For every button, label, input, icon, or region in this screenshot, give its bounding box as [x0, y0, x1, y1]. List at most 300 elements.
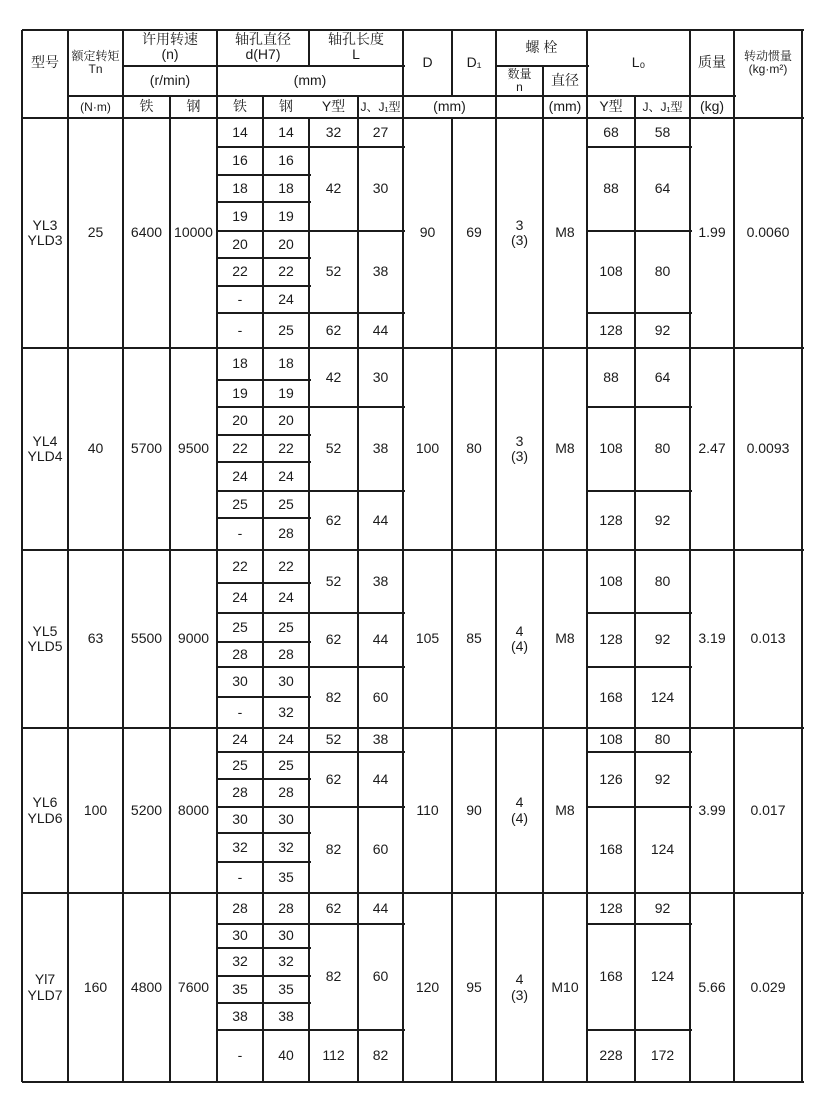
- group-yl5-bore-iron: 25: [232, 618, 248, 635]
- group-yl3-L0-j: 80: [654, 263, 671, 280]
- group-yl6-length-j: 44: [372, 770, 389, 787]
- bore-row-line: [217, 379, 311, 381]
- group-yl3-bore-iron: -: [237, 321, 243, 338]
- group-yl5-D1: 85: [466, 630, 482, 647]
- group-yl4-D1: 80: [466, 440, 482, 457]
- grid-line: [169, 728, 171, 893]
- group-yl4-bore-iron: 19: [232, 384, 248, 401]
- group-yl7-bore-steel: 35: [278, 980, 294, 997]
- group-yl6-D1: 90: [466, 801, 482, 818]
- grid-line: [587, 95, 692, 97]
- group-yl3-length-j: 44: [372, 321, 389, 338]
- group-yl4-length-j: 30: [372, 368, 389, 385]
- grid-line: [403, 95, 498, 97]
- bore-row-line: [217, 490, 311, 492]
- grid-line: [308, 893, 310, 1082]
- grid-line: [262, 550, 264, 728]
- group-yl6-bore-steel: 24: [278, 731, 294, 748]
- grid-line: [586, 550, 588, 728]
- header-bolt-dia: 直径: [551, 72, 579, 89]
- group-yl3-torque: 25: [87, 224, 104, 241]
- grid-line: [634, 348, 636, 550]
- group-yl6-bore-iron: -: [237, 868, 243, 885]
- group-bottom-border: [22, 1081, 804, 1083]
- grid-line: [586, 893, 588, 1082]
- grid-line: [217, 95, 405, 97]
- group-yl7-length-y: 112: [322, 1047, 345, 1064]
- header-length-y: Y型: [321, 98, 346, 115]
- group-yl7-inertia: 0.029: [750, 978, 786, 995]
- group-yl3-bore-iron: 14: [232, 123, 248, 140]
- grid-line: [217, 65, 405, 67]
- header-speed-unit: (r/min): [149, 72, 191, 89]
- group-yl7-L0-j: 172: [650, 1047, 675, 1064]
- grid-line: [634, 893, 636, 1082]
- group-yl3-length-j: 27: [372, 123, 389, 140]
- grid-line: [689, 893, 691, 1082]
- group-yl3-bore-steel: 22: [278, 263, 294, 280]
- grid-line: [308, 348, 310, 550]
- group-yl4-bore-iron: 24: [232, 467, 248, 484]
- bore-row-line: [217, 612, 311, 614]
- grid-line: [67, 118, 69, 348]
- grid-line: [308, 728, 310, 893]
- group-yl4-bore-steel: 18: [278, 355, 294, 372]
- grid-line: [733, 728, 735, 893]
- grid-line: [586, 348, 588, 550]
- group-yl7-bore-steel: 38: [278, 1007, 294, 1024]
- group-yl3-bore-steel: 25: [278, 321, 294, 338]
- grid-line: [68, 95, 125, 97]
- grid-line: [357, 96, 359, 118]
- group-yl3-L0-j: 58: [654, 123, 671, 140]
- grid-line: [634, 118, 636, 348]
- group-yl5-bore-iron: -: [237, 703, 243, 720]
- L0-segment-line: [587, 1029, 692, 1031]
- group-yl6-length-j: 60: [372, 841, 389, 858]
- grid-line: [634, 96, 636, 118]
- group-yl5-length-y: 52: [325, 572, 342, 589]
- group-yl3-length-y: 62: [325, 321, 342, 338]
- grid-line: [308, 118, 310, 348]
- group-yl6-speed-steel: 8000: [177, 801, 210, 818]
- grid-line: [122, 30, 124, 118]
- group-yl4-length-y: 62: [325, 511, 342, 528]
- grid-line: [122, 728, 124, 893]
- group-yl5-bore-iron: 28: [232, 645, 248, 662]
- grid-line: [451, 30, 453, 96]
- header-inertia: 转动惯量 (kg·m²): [743, 49, 792, 76]
- group-yl4-bore-steel: 28: [278, 525, 294, 542]
- bore-row-line: [217, 666, 311, 668]
- bore-row-line: [217, 806, 311, 808]
- header-D1: D₁: [466, 54, 482, 71]
- bore-row-line: [217, 285, 311, 287]
- group-yl6-length-y: 62: [325, 770, 342, 787]
- group-yl6-bore-iron: 24: [232, 731, 248, 748]
- grid-line: [308, 550, 310, 728]
- group-yl7-bore-iron: 30: [232, 927, 248, 944]
- group-yl6-length-y: 52: [325, 731, 342, 748]
- group-yl3-bore-iron: 19: [232, 207, 248, 224]
- bore-row-line: [217, 975, 311, 977]
- grid-line: [262, 96, 264, 118]
- grid-line: [122, 348, 124, 550]
- header-model: 型号: [31, 54, 59, 71]
- group-yl7-speed-iron: 4800: [130, 978, 163, 995]
- L0-segment-line: [587, 666, 692, 668]
- group-yl7-L0-j: 92: [654, 899, 671, 916]
- group-yl4-L0-j: 92: [654, 511, 671, 528]
- grid-line: [169, 550, 171, 728]
- group-yl3-bore-steel: 18: [278, 179, 294, 196]
- header-mm-group: (mm): [293, 72, 327, 89]
- group-yl5-length-j: 44: [372, 631, 389, 648]
- L0-segment-line: [587, 806, 692, 808]
- bore-row-line: [217, 517, 311, 519]
- group-yl4-L0-y: 128: [599, 511, 623, 528]
- grid-line: [402, 118, 404, 348]
- group-yl5-mass: 3.19: [698, 630, 726, 647]
- group-yl4-L0-y: 108: [599, 440, 623, 457]
- group-yl5-bolt-dia: M8: [555, 630, 575, 647]
- bore-row-line: [217, 947, 311, 949]
- group-yl3-bore-iron: 22: [232, 263, 248, 280]
- L0-segment-line: [587, 923, 692, 925]
- group-yl3-length-j: 38: [372, 263, 389, 280]
- grid-line: [402, 893, 404, 1082]
- grid-line: [690, 95, 736, 97]
- bore-row-line: [217, 923, 311, 925]
- group-yl3-bolt-count: 3 (3): [510, 216, 529, 248]
- header-speed: 许用转速 (n): [142, 31, 198, 63]
- header-speed-iron: 铁: [139, 98, 154, 115]
- group-yl4-length-y: 42: [325, 368, 342, 385]
- group-yl7-torque: 160: [83, 978, 108, 995]
- group-yl3-speed-steel: 10000: [174, 224, 213, 241]
- grid-line: [733, 118, 735, 348]
- header-bolt-count-unit: [496, 96, 543, 118]
- bore-row-line: [217, 312, 311, 314]
- bore-row-line: [217, 778, 311, 780]
- group-yl4-L0-j: 64: [654, 368, 671, 385]
- group-yl3-bore-iron: 16: [232, 152, 248, 169]
- grid-line: [262, 893, 264, 1082]
- group-yl3-bolt-dia: M8: [555, 224, 575, 241]
- bore-row-line: [217, 1002, 311, 1004]
- group-yl7-length-y: 82: [325, 968, 342, 985]
- group-yl5-D: 105: [415, 630, 440, 647]
- group-yl7-length-y: 62: [325, 899, 342, 916]
- grid-line: [357, 893, 359, 1082]
- group-yl4-speed-iron: 5700: [130, 440, 163, 457]
- grid-line: [495, 30, 497, 118]
- grid-line: [402, 728, 404, 893]
- group-yl6-bore-iron: 28: [232, 784, 248, 801]
- table-top-border: [22, 29, 804, 31]
- group-yl5-bore-steel: 28: [278, 645, 294, 662]
- group-yl6-bore-steel: 32: [278, 838, 294, 855]
- group-yl3-inertia: 0.0060: [746, 224, 790, 241]
- group-yl7-bore-steel: 30: [278, 927, 294, 944]
- grid-line: [216, 30, 218, 118]
- group-yl4-model: YL4 YLD4: [27, 432, 63, 464]
- group-yl4-bore-iron: 20: [232, 412, 248, 429]
- group-yl3-length-y: 42: [325, 180, 342, 197]
- group-yl4-bore-iron: 25: [232, 495, 248, 512]
- group-yl7-speed-steel: 7600: [177, 978, 210, 995]
- bore-row-line: [217, 201, 311, 203]
- group-yl3-length-y: 52: [325, 263, 342, 280]
- group-yl7-bolt-count: 4 (3): [510, 971, 529, 1003]
- group-yl5-L0-j: 124: [650, 688, 675, 705]
- group-yl7-mass: 5.66: [698, 978, 726, 995]
- group-yl5-length-y: 82: [325, 688, 342, 705]
- group-yl3-model: YL3 YLD3: [27, 216, 63, 248]
- grid-line: [451, 893, 453, 1082]
- header-length-j: J、J₁型: [360, 99, 401, 114]
- grid-line: [495, 118, 497, 348]
- group-yl3-mass: 1.99: [698, 224, 726, 241]
- grid-line: [169, 893, 171, 1082]
- L0-segment-line: [587, 406, 692, 408]
- header-mass: 质量: [698, 54, 726, 71]
- header-D: D: [422, 54, 433, 71]
- group-yl7-D1: 95: [466, 978, 482, 995]
- group-yl6-speed-iron: 5200: [130, 801, 163, 818]
- group-yl5-bolt-count: 4 (4): [510, 622, 529, 654]
- table-left-border: [21, 30, 23, 1082]
- group-yl6-L0-y: 168: [599, 841, 623, 858]
- group-yl7-model: Yl7 YLD7: [27, 971, 63, 1003]
- grid-line: [216, 893, 218, 1082]
- grid-line: [169, 348, 171, 550]
- bore-row-line: [217, 230, 311, 232]
- group-yl3-L0-y: 108: [599, 263, 623, 280]
- grid-line: [67, 728, 69, 893]
- group-yl7-bolt-dia: M10: [551, 978, 579, 995]
- group-yl4-bore-iron: 18: [232, 355, 248, 372]
- group-yl3-length-j: 30: [372, 180, 389, 197]
- grid-line: [216, 118, 218, 348]
- group-yl6-bore-iron: 32: [232, 838, 248, 855]
- group-yl6-length-y: 82: [325, 841, 342, 858]
- group-yl6-length-j: 38: [372, 731, 389, 748]
- group-yl5-length-j: 60: [372, 688, 389, 705]
- group-yl5-length-j: 38: [372, 572, 389, 589]
- group-yl3-D1: 69: [466, 224, 482, 241]
- group-yl6-bore-iron: 25: [232, 756, 248, 773]
- group-yl4-bore-steel: 20: [278, 412, 294, 429]
- grid-line: [123, 65, 219, 67]
- group-yl5-torque: 63: [87, 630, 104, 647]
- grid-line: [216, 348, 218, 550]
- group-yl7-bore-steel: 32: [278, 953, 294, 970]
- group-yl4-speed-steel: 9500: [177, 440, 210, 457]
- group-yl7-bore-steel: 40: [278, 1047, 294, 1064]
- grid-line: [733, 348, 735, 550]
- header-bore: 轴孔直径 d(H7): [235, 31, 291, 63]
- header-length: 轴孔长度 L: [328, 31, 384, 63]
- grid-line: [586, 728, 588, 893]
- header-bolt-count: 数量 n: [507, 67, 532, 94]
- group-yl5-bore-steel: 24: [278, 589, 294, 606]
- grid-line: [733, 893, 735, 1082]
- grid-line: [357, 550, 359, 728]
- grid-line: [542, 893, 544, 1082]
- group-yl3-length-y: 32: [325, 123, 342, 140]
- table-right-border: [801, 30, 803, 1082]
- group-yl3-L0-j: 64: [654, 180, 671, 197]
- group-yl7-length-j: 82: [372, 1047, 389, 1064]
- group-yl7-bore-iron: 35: [232, 980, 248, 997]
- grid-line: [689, 118, 691, 348]
- group-yl7-D: 120: [415, 978, 440, 995]
- grid-line: [733, 550, 735, 728]
- grid-line: [169, 96, 171, 118]
- grid-line: [451, 348, 453, 550]
- header-D-unit: (mm): [433, 98, 466, 115]
- bore-row-line: [217, 641, 311, 643]
- grid-line: [542, 66, 544, 118]
- grid-line: [67, 30, 69, 118]
- group-yl4-bore-steel: 24: [278, 467, 294, 484]
- bore-row-line: [217, 861, 311, 863]
- group-yl5-L0-j: 92: [654, 631, 671, 648]
- grid-line: [123, 95, 219, 97]
- grid-line: [586, 30, 588, 118]
- grid-line: [122, 893, 124, 1082]
- bore-row-line: [217, 832, 311, 834]
- grid-line: [542, 348, 544, 550]
- grid-line: [402, 550, 404, 728]
- bore-row-line: [217, 434, 311, 436]
- group-yl6-bore-iron: 30: [232, 811, 248, 828]
- group-yl3-bore-steel: 20: [278, 235, 294, 252]
- group-yl6-torque: 100: [83, 801, 108, 818]
- bore-row-line: [217, 582, 311, 584]
- grid-line: [402, 348, 404, 550]
- group-yl4-L0-j: 80: [654, 440, 671, 457]
- header-L0-j: J、J₁型: [642, 99, 683, 114]
- group-yl4-mass: 2.47: [698, 440, 726, 457]
- group-yl5-L0-y: 108: [599, 572, 623, 589]
- group-yl5-speed-steel: 9000: [177, 630, 210, 647]
- group-yl5-bore-steel: 25: [278, 618, 294, 635]
- group-yl3-bore-iron: 20: [232, 235, 248, 252]
- group-yl3-L0-y: 68: [603, 123, 619, 140]
- group-yl5-bore-steel: 22: [278, 557, 294, 574]
- grid-line: [634, 550, 636, 728]
- L0-segment-line: [587, 490, 692, 492]
- grid-line: [402, 30, 404, 118]
- group-yl3-bore-steel: 16: [278, 152, 294, 169]
- group-yl7-L0-j: 124: [650, 968, 675, 985]
- group-yl4-bore-iron: 22: [232, 439, 248, 456]
- grid-line: [216, 550, 218, 728]
- group-yl4-bore-steel: 22: [278, 439, 294, 456]
- grid-line: [634, 728, 636, 893]
- grid-line: [689, 30, 691, 118]
- group-yl6-bolt-dia: M8: [555, 801, 575, 818]
- group-yl3-L0-y: 128: [599, 321, 623, 338]
- grid-line: [122, 550, 124, 728]
- group-yl3-bore-steel: 19: [278, 207, 294, 224]
- header-torque: 额定转矩 Tn: [71, 49, 120, 76]
- group-yl7-length-j: 60: [372, 968, 389, 985]
- group-yl4-L0-y: 88: [603, 368, 619, 385]
- header-bolt-unit: (mm): [548, 98, 582, 115]
- grid-line: [586, 118, 588, 348]
- group-yl6-mass: 3.99: [698, 801, 726, 818]
- group-yl4-bore-steel: 25: [278, 495, 294, 512]
- group-yl5-L0-y: 168: [599, 688, 623, 705]
- grid-line: [733, 30, 735, 118]
- grid-line: [262, 728, 264, 893]
- header-bore-iron: 铁: [233, 98, 247, 115]
- group-yl4-length-j: 44: [372, 511, 389, 528]
- group-yl5-L0-y: 128: [599, 631, 623, 648]
- group-yl6-model: YL6 YLD6: [27, 794, 63, 826]
- group-yl5-L0-j: 80: [654, 572, 671, 589]
- header-bolt: 螺 栓: [525, 39, 558, 56]
- group-yl3-L0-j: 92: [654, 321, 671, 338]
- bore-row-line: [217, 257, 311, 259]
- L0-segment-line: [587, 612, 692, 614]
- bore-row-line: [217, 461, 311, 463]
- grid-line: [495, 728, 497, 893]
- grid-line: [216, 728, 218, 893]
- L0-segment-line: [587, 146, 692, 148]
- group-yl6-bore-steel: 28: [278, 784, 294, 801]
- grid-line: [67, 893, 69, 1082]
- L0-segment-line: [587, 312, 692, 314]
- group-yl4-bolt-dia: M8: [555, 440, 575, 457]
- group-yl7-bore-iron: 32: [232, 953, 248, 970]
- header-mass-unit: (kg): [699, 98, 725, 115]
- group-yl6-L0-j: 124: [650, 841, 675, 858]
- bore-row-line: [217, 406, 311, 408]
- L0-segment-line: [587, 751, 692, 753]
- header-L0-y: Y型: [599, 98, 623, 115]
- group-yl6-bore-steel: 30: [278, 811, 294, 828]
- grid-line: [451, 118, 453, 348]
- group-yl3-bore-iron: 18: [232, 179, 248, 196]
- bore-row-line: [217, 696, 311, 698]
- group-yl4-bore-steel: 19: [278, 384, 294, 401]
- group-yl3-speed-iron: 6400: [130, 224, 163, 241]
- group-yl7-L0-y: 168: [599, 968, 623, 985]
- group-yl4-length-y: 52: [325, 440, 342, 457]
- grid-line: [542, 118, 544, 348]
- grid-line: [451, 728, 453, 893]
- grid-line: [169, 118, 171, 348]
- grid-line: [262, 348, 264, 550]
- group-yl5-bore-steel: 30: [278, 673, 294, 690]
- group-yl7-bore-iron: 38: [232, 1007, 248, 1024]
- group-yl6-D: 110: [416, 801, 439, 818]
- group-yl4-D: 100: [415, 440, 440, 457]
- grid-line: [689, 728, 691, 893]
- header-speed-steel: 钢: [186, 98, 201, 115]
- group-yl5-model: YL5 YLD5: [27, 622, 63, 654]
- group-yl6-bolt-count: 4 (4): [510, 794, 529, 826]
- group-yl4-bore-iron: -: [237, 525, 243, 542]
- header-inertia-unit: [734, 96, 802, 118]
- grid-line: [495, 893, 497, 1082]
- group-yl3-bore-iron: -: [237, 290, 243, 307]
- bore-row-line: [217, 174, 311, 176]
